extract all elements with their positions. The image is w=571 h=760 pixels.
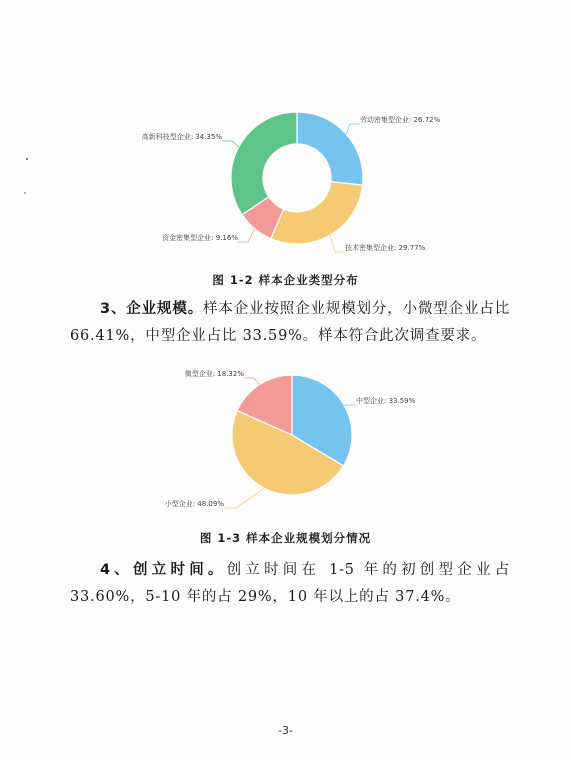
enterprise-type-donut-chart	[0, 0, 571, 270]
slice-label: 高新科技型企业: 34.35%	[141, 133, 222, 141]
leader-line	[244, 378, 259, 385]
paragraph-founding-time	[70, 557, 510, 611]
slice-label: 资金密集型企业: 9.16%	[162, 234, 238, 242]
figure-caption-1-3: 图 1-3 样本企业规模划分情况	[199, 531, 372, 545]
pie-slice	[271, 182, 363, 244]
leader-line	[222, 141, 239, 147]
slice-label: 微型企业: 18.32%	[184, 370, 244, 378]
slice-label: 小型企业: 48.09%	[164, 500, 224, 508]
paragraph-heading: 4、创立时间。	[100, 562, 227, 578]
slice-label: 劳动密集型企业: 26.72%	[360, 116, 441, 124]
slice-label: 技术密集型企业: 29.77%	[345, 244, 426, 252]
paragraph-body: 创立时间在 1-5 年的初创型企业占 33.60%，5-10 年的占 29%，10 年以上的占 37.4%。	[70, 562, 510, 605]
leader-line	[346, 124, 360, 134]
page-number: -3-	[278, 724, 293, 737]
leader-line	[330, 235, 345, 252]
enterprise-scale-pie-chart	[0, 360, 571, 520]
paragraph-enterprise-scale	[70, 296, 510, 350]
paragraph-body: 样本企业按照企业规模划分，小微型企业占比 66.41%，中型企业占比 33.59%。样本符合此次调查要求。	[70, 301, 510, 344]
leader-line	[238, 229, 255, 242]
paragraph-heading: 3、企业规模。	[100, 301, 204, 317]
pie-slice	[297, 112, 363, 185]
figure-caption-1-2: 图 1-2 样本企业类型分布	[212, 273, 359, 287]
pie-slice	[231, 112, 297, 215]
slice-label: 中型企业: 33.59%	[356, 397, 416, 405]
leader-line	[224, 488, 264, 508]
